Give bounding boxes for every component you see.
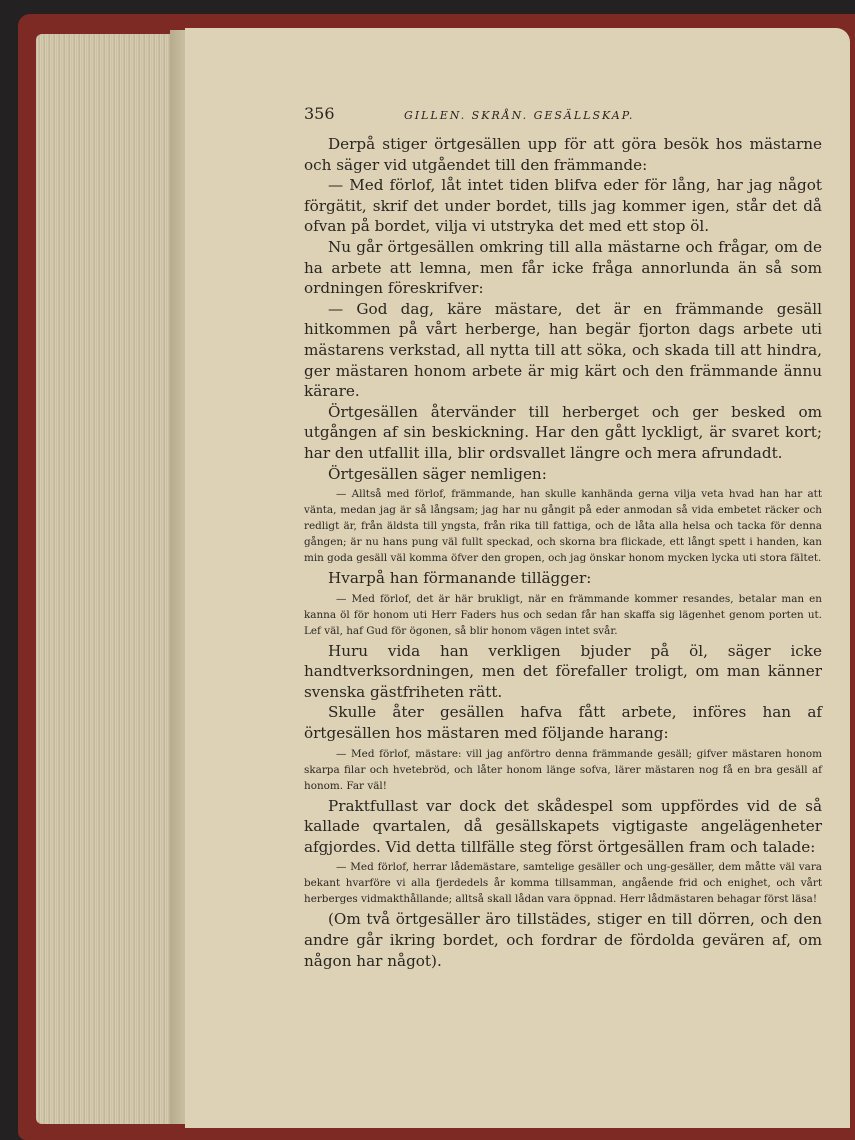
paragraph: Nu går örtgesällen omkring till alla mästarne och frågar, om de ha arbete att lemna, men får icke fråga annorlunda än så som ordningen föreskrifver: bbox=[304, 237, 822, 298]
page-text bbox=[304, 104, 822, 971]
paragraph: Örtgesällen säger nemligen: bbox=[328, 464, 547, 483]
quote-paragraph: — Med förlof, herrar lådemästare, samtelige gesäller och ung-gesäller, dem måtte väl vara bekant hvarföre vi alla fjerdedels år komma tillsamman, angående frid och enighet, och vårt herberges vidmakthållande; alltså skall lådan vara öppnad. Herr lådmästaren behagar först läsa! bbox=[304, 861, 822, 906]
quote-paragraph: — Med förlof, mästare: vill jag anförtro denna främmande gesäll; gifver mästaren honom skarpa filar och hvetebröd, och låter honom länge sofva, lärer mästaren nog få en bra gesäll af honom. Far väl! bbox=[304, 747, 822, 792]
page-header bbox=[304, 104, 822, 134]
paragraph: Skulle åter gesällen hafva fått arbete, införes han af örtgesällen hos mästaren med följande harang: bbox=[304, 703, 822, 743]
paragraph: Hvarpå han förmanande tillägger: bbox=[328, 569, 592, 588]
paragraph: Praktfullast var dock det skådespel som uppfördes vid de så kallade qvartalen, då gesällskapets vigtigaste angelägenheter afgjordes. Vid detta tillfälle steg först örtgesällen fram och talade: bbox=[304, 796, 822, 856]
quote-paragraph: — Med förlof, det är här brukligt, när en främmande kommer resandes, betalar man en kanna öl för honom uti Herr Faders hus och sedan får han skaffa sig lägenhet genom porten ut. Lef väl, haf Gud för ögonen, så blir honom vägen intet svår. bbox=[304, 592, 822, 637]
running-title: GILLEN. SKRÅN. GESÄLLSKAP. bbox=[404, 109, 635, 122]
paragraph: Huru vida han verkligen bjuder på öl, säger icke handtverksordningen, men det förefaller troligt, om man känner svenska gästfriheten rätt. bbox=[304, 641, 822, 701]
quote-paragraph: — Alltså med förlof, främmande, han skulle kanhända gerna vilja veta hvad han har att vänta, medan jag är så långsam; jag har nu gångit på eder anmodan så vida embetet räcker och redligt är, från äldsta till yngsta, från rika till fattiga, och de låta alla helsa och tacka för denna gången; är nu hans pung väl fullt speckad, och skorna bra flickade, ett långt spett i handen, kan min goda gesäll väl komma öfver den gropen, och jag önskar honom mycken lycka uti stora fältet. bbox=[304, 488, 822, 565]
paragraph: — God dag, käre mästare, det är en främmande gesäll hitkommen på vårt herberge, han begär fjorton dags arbete uti mästarens verkstad, all nytta till att söka, och skada till att hindra, ger mästaren honom arbete är mig kärt och den främmande ännu kärare. bbox=[304, 299, 822, 401]
paragraph: Örtgesällen återvänder till herberget och ger besked om utgången af sin beskickning. Har den gått lyckligt, är svaret kort; har den utfallit illa, blir ordsvallet längre och mera afrundadt. bbox=[304, 402, 822, 462]
paragraph: — Med förlof, låt intet tiden blifva eder för lång, har jag något förgätit, skrif det under bordet, tills jag kommer igen, står det då ofvan på bordet, vilja vi utstryka det med ett stop öl. bbox=[304, 176, 822, 236]
paragraph: Derpå stiger örtgesällen upp för att göra besök hos mästarne och säger vid utgåendet till den främmande: bbox=[304, 135, 822, 174]
paragraph: (Om två örtgesäller äro tillstädes, stiger en till dörren, och den andre går ikring bordet, och fordrar de fördolda gevären af, om någon har något). bbox=[304, 910, 822, 970]
page-number: 356 bbox=[304, 104, 335, 123]
